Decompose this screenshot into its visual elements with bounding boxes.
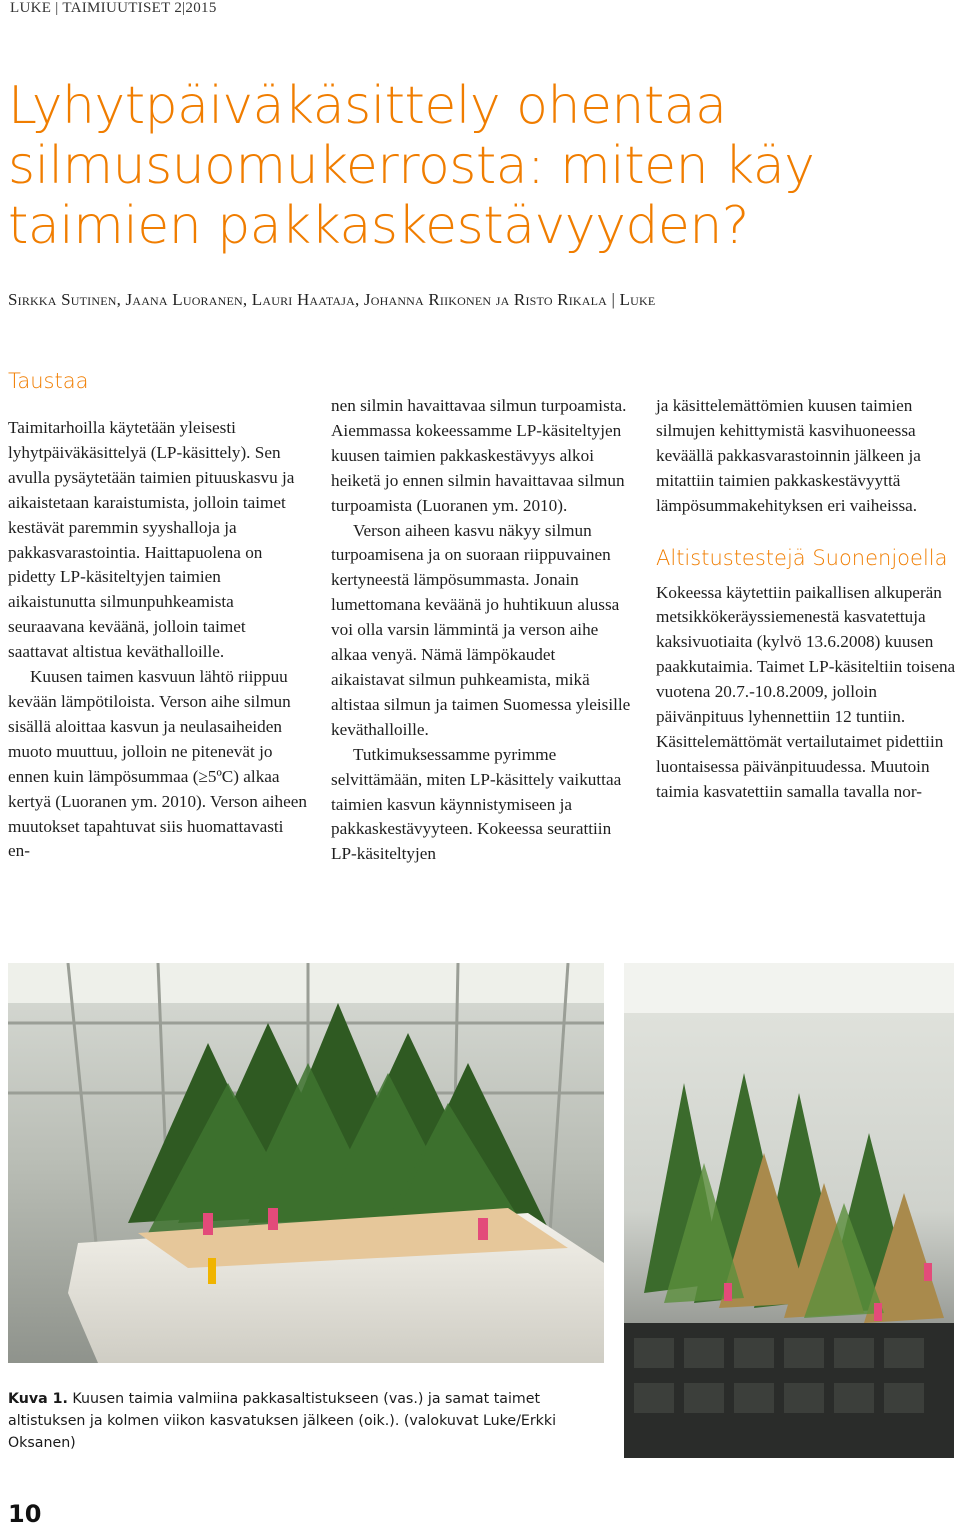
paragraph: Kuusen taimen kasvuun lähtö riippuu kevään lämpötiloista. Verson aihe silmun sisällä aloittaa kasvun ja neulasaiheiden muoto muuttuu, jolloin ne pitenevät jo ennen kuin lämpösummaa (≥5ºC) alkaa kertyä (Luoranen ym. 2010). Verson aiheen muutokset tapahtuvat siis huomattavasti en- [8,667,307,861]
photo-seedlings-before-exposure [8,963,604,1363]
paragraph: nen silmin havaittavaa silmun turpoamista. Aiemmassa kokeessamme LP-käsiteltyjen kuusen taimien pakkaskestävyys alkoi heiketä jo ennen silmin havaittavaa silmun turpoamista (Luoranen ym. 2010). [331,396,627,515]
paragraph: Verson aiheen kasvu näkyy silmun turpoamisena ja on suoraan riippuvainen kertyneestä lämpösummasta. Jonain lumettomana keväänä jo huhtikuun alussa voi olla varsin lämmintä ja verson aihe alkaa venyä. Nämä lämpökaudet aikaistavat silmun puhkeamista, mikä altistaa silmun ja taimen Suomessa yleisille keväthalloille. [331,520,631,739]
page-number: 10 [8,1500,42,1528]
figure-caption [8,1388,608,1454]
article-title [8,76,938,256]
section-heading-altistustesteja: Altistustestejä Suonenjoella [656,545,948,570]
paragraph: Kokeessa käytettiin paikallisen alkuperän metsikkökeräyssiemenestä kasvatettuja kaksivuotiaita (kylvö 13.6.2008) kuusen paakkutaimia. Taimet LP-käsiteltiin toisena vuotena 20.7.-10.8.2009, jolloin päivänpituus lyhennettiin 12 tuntiin. Käsittelemättömät vertailutaimet pidettiin luontaisessa päivänpituudessa. Muutoin taimia kasvatettiin samalla tavalla nor- [656,582,956,801]
caption-label: Kuva 1. [8,1391,68,1407]
authors-line: Sirkka Sutinen, Jaana Luoranen, Lauri Haataja, Johanna Riikonen ja Risto Rikala | Luke [8,290,656,309]
photo-seedlings-after-exposure [624,963,954,1458]
running-header: LUKE | TAIMIUUTISET 2|2015 [10,0,217,16]
column-1 [8,368,308,864]
column-2 [331,394,631,867]
title-line-1: Lyhytpäiväkäsittely ohentaa [8,76,727,136]
paragraph: Tutkimuksessamme pyrimme selvittämään, miten LP-käsittely vaikuttaa taimien kasvun käynnistymiseen ja pakkaskestävyyteen. Kokeessa seurattiin LP-käsiteltyjen [331,744,622,864]
caption-text: Kuusen taimia valmiina pakkasaltistukseen (vas.) ja samat taimet altistuksen ja kolmen viikon kasvatuksen jälkeen (oik.). (valokuvat Luke/Erkki Oksanen) [8,1391,557,1451]
title-line-2: silmusuomukerrosta: miten käy [8,136,815,196]
section-heading-taustaa: Taustaa [8,369,89,393]
column-3 [656,394,956,805]
paragraph: ja käsittelemättömien kuusen taimien silmujen kehittymistä kasvihuoneessa keväällä pakkasvarastoinnin jälkeen ja mitattiin taimien pakkaskestävyyttä lämpösummakehityksen eri vaiheissa. [656,396,921,515]
title-line-3: taimien pakkaskestävyyden? [8,196,749,256]
paragraph: Taimitarhoilla käytetään yleisesti lyhytpäiväkäsittelyä (LP-käsittely). Sen avulla pysäytetään taimien pituuskasvu ja aikaistetaan karaistumista, jolloin taimet kestävät paremmin syyshalloja ja pakkasvarastointia. Haittapuolena on pidetty LP-käsiteltyjen taimien aikaistunutta silmunpuhkeamista seuraavana keväänä, jolloin taimet saattavat altistua keväthalloille. [8,418,295,662]
